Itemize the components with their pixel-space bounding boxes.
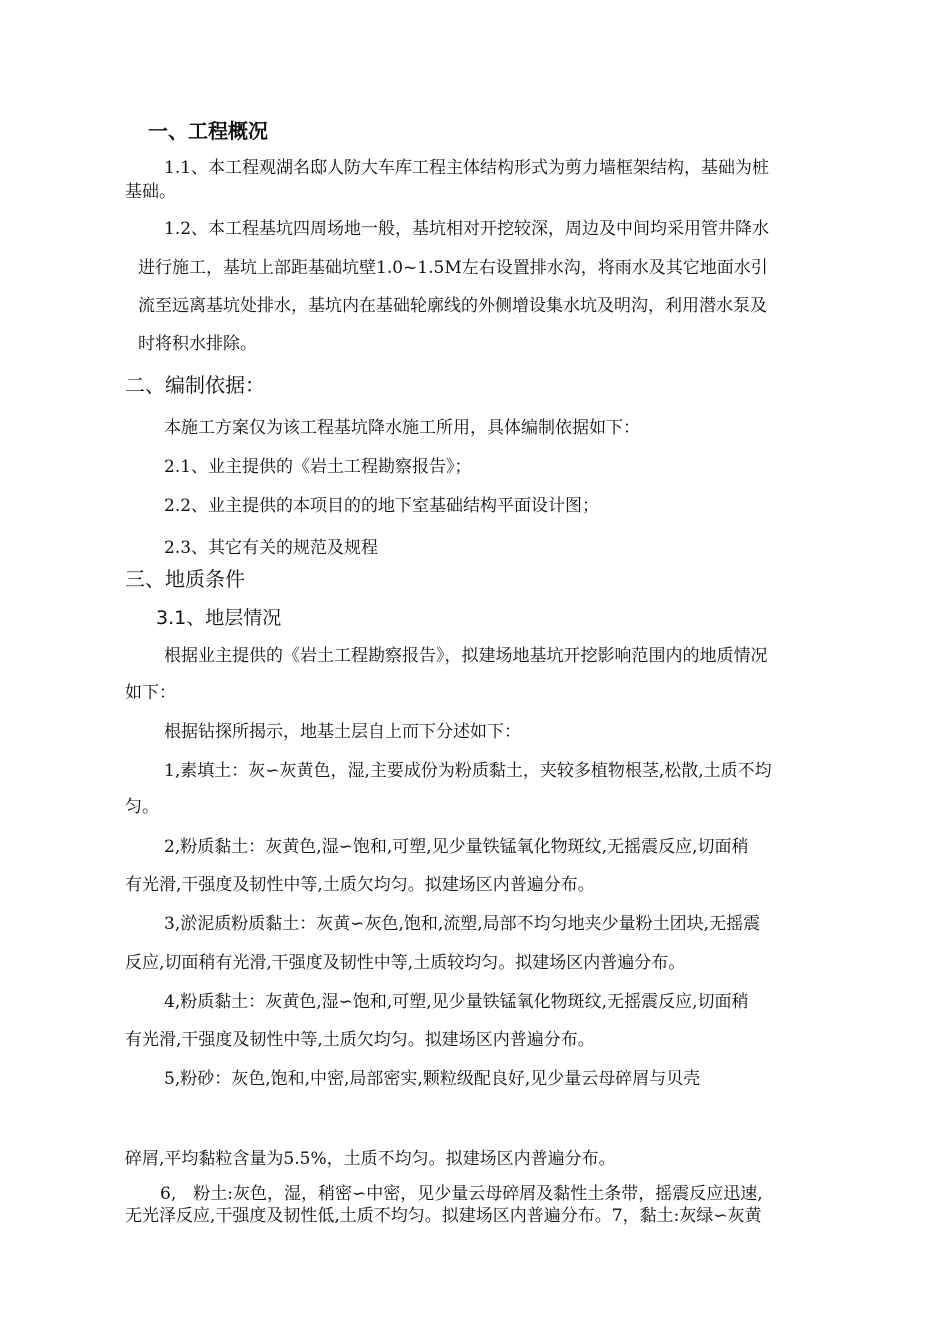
paragraph-line: 如下： (125, 683, 176, 703)
soil-layer-line: 3,淤泥质粉质黏土：灰黄∽灰色,饱和,流塑,局部不均匀地夹少量粉土团块,无摇震 (164, 914, 761, 934)
soil-layer-line: 反应,切面稍有光滑,干强度及韧性中等,土质较均匀。拟建场区内普遍分布。 (125, 953, 686, 973)
paragraph-line: 流至远离基坑处排水，基坑内在基础轮廓线的外侧增设集水坑及明沟，利用潜水泵及 (138, 296, 767, 316)
paragraph-line: 本施工方案仅为该工程基坑降水施工所用，具体编制依据如下： (164, 418, 640, 438)
soil-layer-line: 无光泽反应,干强度及韧性低,土质不均匀。拟建场区内普遍分布。7，黏土:灰绿∽灰黄 (125, 1206, 762, 1226)
subsection-heading: 3.1、地层情况 (156, 607, 282, 629)
section-3-heading: 三、地质条件 (125, 567, 245, 591)
soil-layer-line: 碎屑,平均黏粒含量为5.5%，土质不均匀。拟建场区内普遍分布。 (125, 1149, 616, 1169)
paragraph-line: 根据业主提供的《岩土工程勘察报告》，拟建场地基坑开挖影响范围内的地质情况 (164, 646, 768, 666)
soil-layer-line: 2,粉质黏土：灰黄色,湿∽饱和,可塑,见少量铁锰氧化物斑纹,无摇震反应,切面稍 (164, 837, 749, 857)
list-item: 2.1、业主提供的《岩土工程勘察报告》； (164, 457, 472, 477)
soil-layer-line: 4,粉质黏土：灰黄色,湿∽饱和,可塑,见少量铁锰氧化物斑纹,无摇震反应,切面稍 (164, 992, 749, 1012)
soil-layer-line: 有光滑,干强度及韧性中等,土质欠均匀。拟建场区内普遍分布。 (125, 1030, 595, 1050)
soil-layer-line: 有光滑,干强度及韧性中等,土质欠均匀。拟建场区内普遍分布。 (125, 875, 595, 895)
paragraph-line: 1.2、本工程基坑四周场地一般，基坑相对开挖较深，周边及中间均采用管井降水 (164, 219, 770, 239)
soil-layer-line: 匀。 (125, 797, 159, 817)
paragraph-line: 基础。 (125, 182, 176, 202)
paragraph-line: 根据钻探所揭示，地基土层自上而下分述如下： (164, 722, 521, 742)
list-item: 2.3、其它有关的规范及规程 (164, 538, 379, 558)
list-item: 2.2、业主提供的本项目的的地下室基础结构平面设计图； (164, 496, 600, 516)
paragraph-line: 1.1、本工程观湖名邸人防大车库工程主体结构形式为剪力墙框架结构，基础为桩 (164, 158, 770, 178)
section-1-heading: 一、工程概况 (148, 119, 268, 143)
paragraph-line: 进行施工，基坑上部距基础坑壁1.0~1.5M左右设置排水沟，将雨水及其它地面水引 (138, 258, 768, 278)
section-2-heading: 二、编制依据： (125, 373, 265, 397)
soil-layer-line: 5,粉砂：灰色,饱和,中密,局部密实,颗粒级配良好,见少量云母碎屑与贝壳 (164, 1069, 701, 1089)
soil-layer-line: 1,素填土：灰∽灰黄色，湿,主要成份为粉质黏土，夹较多植物根茎,松散,土质不均 (164, 761, 772, 781)
soil-layer-line: 6, 粉土:灰色，湿，稍密∽中密，见少量云母碎屑及黏性土条带，摇震反应迅速, (160, 1184, 763, 1204)
paragraph-line: 时将积水排除。 (138, 334, 257, 354)
